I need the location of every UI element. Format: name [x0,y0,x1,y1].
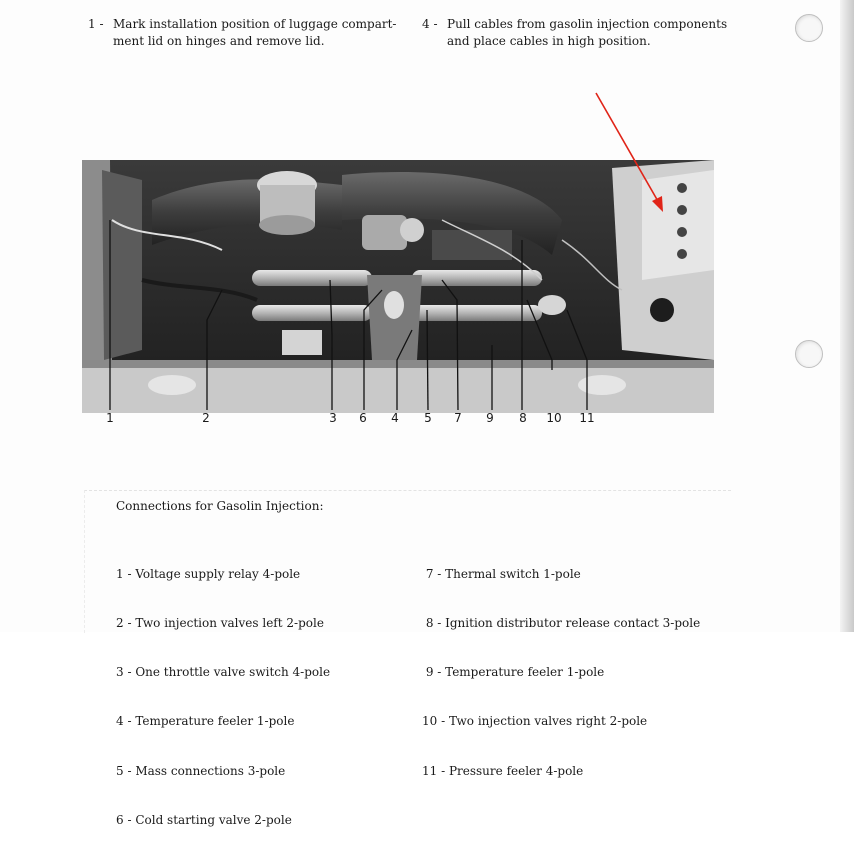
callout-4: 4 [391,411,399,425]
connection-item: 7 - Thermal switch 1-pole [422,566,581,581]
callout-6: 6 [359,411,367,425]
connections-list-right [422,533,700,812]
connection-item: 8 - Ignition distributor release contact 3-pole [422,616,701,631]
instruction-1-number: 1 - [88,17,104,31]
connection-item: 5 - Mass connections 3-pole [116,763,286,778]
connection-item: 1 - Voltage supply relay 4-pole [116,566,301,581]
callout-11: 11 [579,411,595,425]
callout-3: 3 [329,411,337,425]
connections-list-left [116,533,330,861]
instruction-1-line-1: Mark installation position of luggage compart- [113,17,397,31]
callout-1: 1 [106,411,114,425]
callout-9: 9 [486,411,494,425]
connection-item: 4 - Temperature feeler 1-pole [116,714,295,729]
red-arrow-line [596,93,659,203]
connection-item: 10 - Two injection valves right 2-pole [422,714,648,729]
instruction-4-line-1: Pull cables from gasolin injection components [447,17,728,31]
connection-item: 11 - Pressure feeler 4-pole [422,763,584,778]
callout-10: 10 [546,411,562,425]
connection-item: 2 - Two injection valves left 2-pole [116,616,324,631]
instruction-1-line-2: ment lid on hinges and remove lid. [113,34,325,48]
red-arrow-head [652,196,663,212]
instruction-4-line-2: and place cables in high position. [447,34,651,48]
connection-item: 3 - One throttle valve switch 4-pole [116,665,331,680]
callout-8: 8 [519,411,527,425]
connection-item: 6 - Cold starting valve 2-pole [116,812,292,827]
callout-7: 7 [454,411,462,425]
connection-item: 9 - Temperature feeler 1-pole [422,665,605,680]
connections-title: Connections for Gasolin Injection: [116,499,324,513]
instruction-4-number: 4 - [422,17,438,31]
callout-5: 5 [424,411,432,425]
callout-2: 2 [202,411,210,425]
